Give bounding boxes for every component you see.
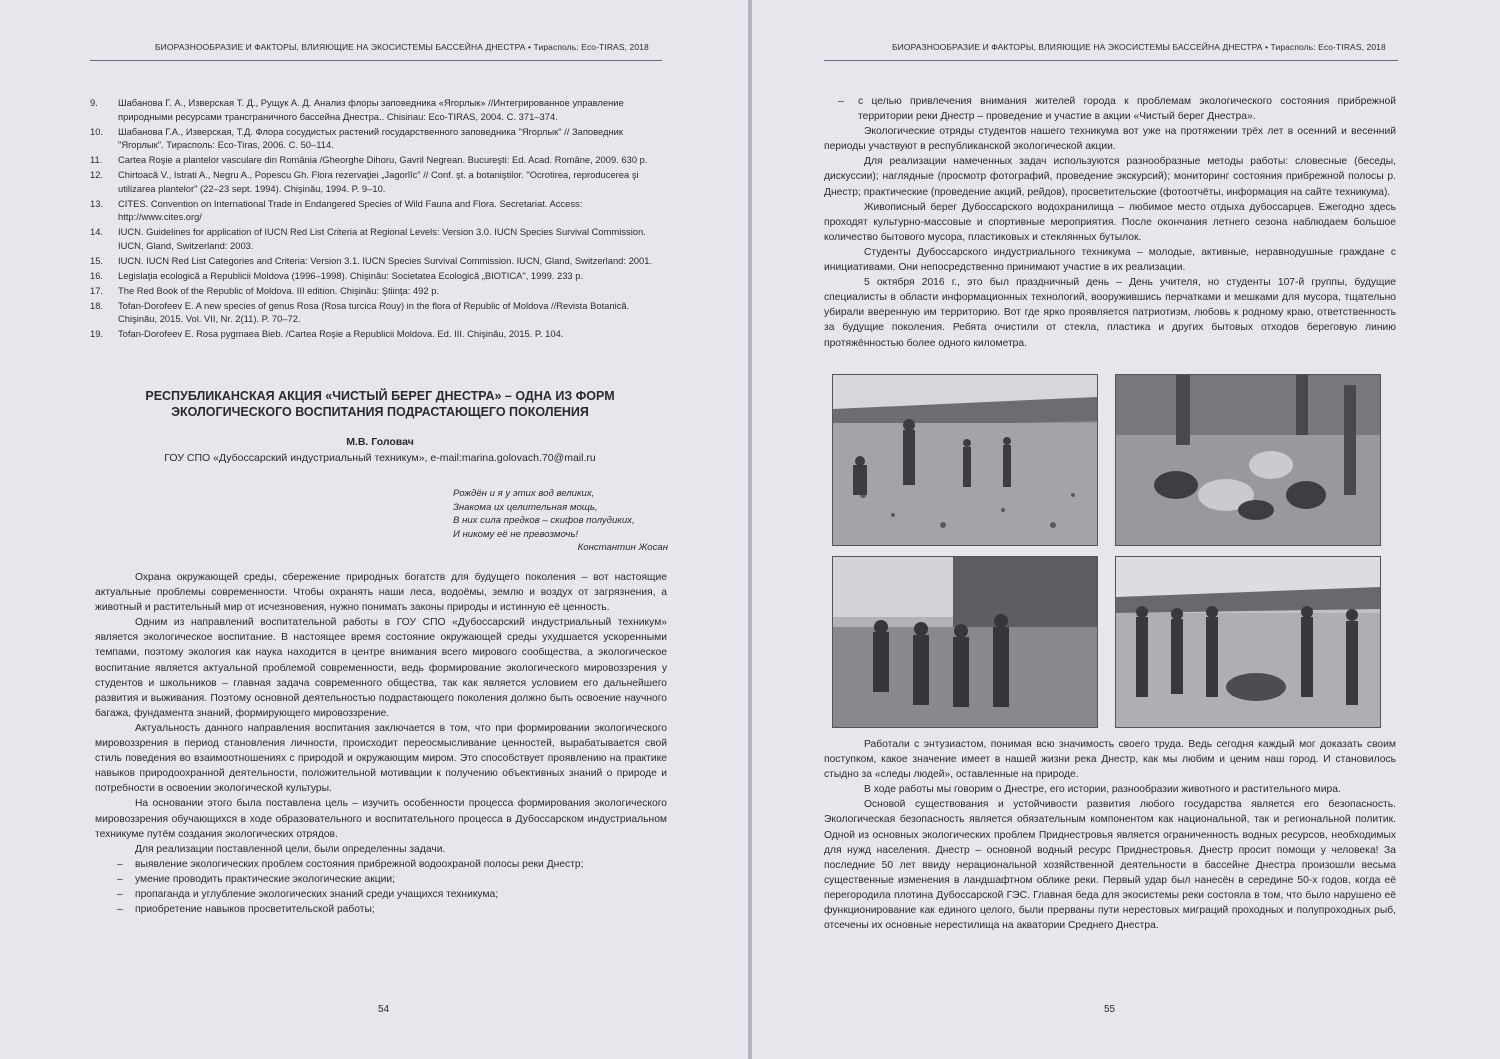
tasks-list-continued: [824, 94, 1396, 124]
page-number: 54: [378, 1004, 390, 1015]
reference-item: [90, 168, 665, 195]
photo-collected-trash-bags: [1115, 374, 1381, 546]
reference-item: [90, 225, 665, 252]
reference-item: [90, 284, 665, 298]
reference-list: [90, 96, 665, 342]
body-paragraph: Одним из направлений воспитательной работы в ГОУ СПО «Дубоссарский индустриальный техникум» является экологическое воспитание. В настоящее время состояние окружающей среды ухудшается ускоренными темпами, поэтому экология как наука находится в центре внимания всего мирового сообщества, а экологическое воспитание является актуальной проблемой современности, ведь формирование экологического мировоззрения у студентов и школьников – главная задача современного общества, так как является условием его дальнейшего развития и выживания. Поэтому основной деятельностью подрастающего поколения должно быть освоение научного багажа, фундамента знаний, формирующего мировоззрение.: [95, 617, 667, 719]
task-item: – приобретение навыков просветительской работы;: [95, 902, 667, 917]
body-paragraph: Охрана окружающей среды, сбережение природных богатств для будущего поколения – вот настоящие актуальные проблемы современности. Чтобы охранять наши леса, водоёмы, землю и воздух от загрязнения, а животный и растительный мир от исчезновения, нужно понимать законы природы и истинную её ценность.: [95, 572, 667, 614]
reference-text: CITES. Convention on International Trade in Endangered Species of Wild Fauna and Flora. Secretariat. Access: http://www.cites.org/: [118, 197, 583, 222]
header-rule: [90, 60, 662, 61]
reference-item: [90, 299, 665, 326]
body-paragraph: В ходе работы мы говорим о Днестре, его истории, разнообразии животного и растительного мира.: [864, 784, 1341, 796]
article-body-continued: [824, 94, 1396, 351]
reference-text: Шабанова Г.А., Изверская, Т.Д. Флора сосудистых растений государственного заповедника "Ягорлык" // Заповедник "Ягорлык". Тирасполь: Eco-Tiras, 2006. С. 50–114.: [118, 125, 624, 150]
reference-item: [90, 254, 665, 268]
body-paragraph: Экологические отряды студентов нашего техникума вот уже на протяжении трёх лет в осенний и весенний периоды участвуют в республиканской экологической акции.: [824, 126, 1396, 153]
reference-text: The Red Book of the Republic of Moldova. III edition. Chişinău: Ştiinţa: 492 p.: [118, 284, 440, 296]
body-paragraph: Основой существования и устойчивости развития любого государства является его безопасность. Экологическая безопасность является обязательным компонентом как национальной, так и региональной политик. Одной из основных экологических проблем Приднестровья является ограниченность водных ресурсов, необходимых для нужд населения. Днестр – основной водный ресурс Приднестровья. Днестр просит помощи у человека! За последние 50 лет ввиду нерациональной хозяйственной деятельности в бассейне Днестра произошли весьма существенные изменения в ландшафтном облике реки. Первый удар был нанесён в середине 50-х годов, когда её перегородила плотина Дубоссарской ГЭС. Главная беда для экосистемы реки состояла в том, что было нарушено её функционирование как единого целого, были прерваны пути нерестовых миграций проходных и полупроходных рыб, отсечены их основные нерестилища на акватории Среднего Днестра.: [824, 799, 1396, 932]
photo-image: [833, 375, 1097, 545]
tasks-list: [95, 857, 667, 917]
epigraph-line: Знакома их целительная мощь,: [453, 501, 598, 513]
reference-text: IUCN. IUCN Red List Categories and Criteria: Version 3.1. IUCN Species Survival Commission. IUCN, Gland, Switzerland: 2001.: [118, 254, 653, 266]
reference-number: 11.: [90, 154, 103, 165]
epigraph-line: Рождён и я у этих вод великих,: [453, 488, 595, 499]
epigraph-line: В них сила предков – скифов полудиких,: [453, 515, 635, 527]
reference-item: [90, 125, 665, 152]
body-paragraph: Актуальность данного направления воспитания заключается в том, что при формировании экологического мировоззрения в период становления личности, происходит переосмысливание ценностей, вырабатывается свой стиль поведения во взаимоотношениях с природой и окружающим миром. Это способствует проявлению на практике навыков природоохранной деятельности, положительной мотивации к получению объективных знаний о природе и потребности в освоении экологической культуры.: [95, 722, 667, 795]
reference-item: [90, 327, 665, 341]
article-body-continued-2: [824, 737, 1396, 933]
photo-group-with-trash: [1115, 556, 1381, 728]
body-paragraph: Работали с энтузиастом, понимая всю значимость своего труда. Ведь сегодня каждый мог доказать своим поступком, какое значение имеет в нашей жизни река Днестр, как мы любим и ценим наш город. И становилось стыдно за «следы людей», оставленные на природе.: [824, 739, 1396, 781]
photo-grid: [832, 374, 1386, 728]
reference-text: Tofan-Dorofeev E. Rosa pygmaea Bieb. /Cartea Roşie a Republicii Moldova. Ed. III. Chişinău, 2015. P. 104.: [118, 328, 564, 339]
reference-text: IUCN. Guidelines for application of IUCN Red List Criteria at Regional Levels: Version 3.0. IUCN Species Survival Commission. IUCN, Gland, Switzerland: 2003.: [118, 226, 646, 251]
reference-text: Chirtoacă V., Istrati A., Negru A., Popescu Gh. Flora rezervaţiei „Jagorlîc" // Conf. şt. a botaniştilor. "Ocrotirea, reproducerea şi utilizarea plantelor" (22–23 sept. 1994). Chişinău, 1994. P. 9–10.: [118, 169, 639, 194]
reference-item: [90, 269, 665, 283]
reference-text: Cartea Roşie a plantelor vasculare din România /Gheorghe Dihoru, Gavril Negrean. Bucureşti: Ed. Acad. Române, 2009. 630 p.: [118, 154, 648, 165]
task-item: – умение проводить практические экологические акции;: [95, 872, 667, 887]
reference-number: 12.: [90, 169, 104, 180]
body-paragraph: Студенты Дубоссарского индустриального техникума – молодые, активные, неравнодушные граждане с инициативами. Они непосредственно принимают участие в их реализации.: [824, 246, 1396, 274]
running-header: БИОРАЗНООБРАЗИЕ И ФАКТОРЫ, ВЛИЯЮЩИЕ НА ЭКОСИСТЕМЫ БАССЕЙНА ДНЕСТРА • Тирасполь: Eco-TIRAS, 2018: [892, 42, 1386, 52]
photo-image: [833, 557, 1097, 727]
article-title: РЕСПУБЛИКАНСКАЯ АКЦИЯ «ЧИСТЫЙ БЕРЕГ ДНЕСТРА» – ОДНА ИЗ ФОРМ ЭКОЛОГИЧЕСКОГО ВОСПИТАНИЯ ПОДРАСТАЮЩЕГО ПОКОЛЕНИЯ: [145, 389, 615, 419]
reference-item: [90, 197, 665, 224]
reference-text: Tofan-Dorofeev E. A new species of genus Rosa (Rosa turcica Rouy) in the flora of Republic of Moldova //Revista Botanică. Chişinău, 2015. Vol. VII, Nr. 2(11). P. 70–72.: [118, 299, 630, 324]
reference-item: [90, 153, 665, 167]
article-author: М.В. Головач: [346, 436, 414, 448]
task-item: – пропаганда и углубление экологических знаний среди учащихся техникума;: [95, 887, 667, 902]
task-item: – выявление экологических проблем состояния прибрежной водоохраной полосы реки Днестр;: [95, 857, 667, 872]
reference-number: 17.: [90, 284, 104, 296]
reference-text: Legislaţia ecologică a Republicii Moldova (1996–1998). Chişinău: Societatea Ecologică „BIOTICA", 1999. 233 p.: [118, 269, 584, 281]
reference-number: 16.: [90, 269, 104, 281]
reference-number: 18.: [90, 299, 104, 311]
page-number: 55: [1104, 1004, 1116, 1015]
body-paragraph: Для реализации намеченных задач используются разнообразные методы работы: словесные (беседы, дискуссии); наглядные (просмотр фотографий, проведение экскурсий); мониторинг состояния прибрежной полосы р. Днестр; практические (проведение акций, рейдов), просветительские (фотоотчёты, информация на сайте техникума).: [824, 156, 1396, 198]
body-paragraph: 5 октября 2016 г., это был праздничный день – День учителя, но студенты 107-й группы, будущие специалисты в области информационных технологий, вооружившись перчатками и мешками для мусора, тщательно убирали вверенную им территорию. Вот где ярко проявляется патриотизм, любовь к родному краю, ответственность за будущие поколения. Ребята очистили от стекла, пластика и других бытовых отходов береговую линию протяжённостью более одного километра.: [824, 277, 1396, 349]
body-paragraph: На основании этого была поставлена цель – изучить особенности процесса формирования экологического мировоззрения обучающихся в ходе образовательного и воспитательного процесса в Дубоссарском индустриальном техникуме путём создания экологических отрядов.: [95, 798, 667, 840]
left-page: [0, 0, 748, 1059]
photo-image: [1116, 557, 1380, 727]
running-header: БИОРАЗНООБРАЗИЕ И ФАКТОРЫ, ВЛИЯЮЩИЕ НА ЭКОСИСТЕМЫ БАССЕЙНА ДНЕСТРА • Тирасполь: Eco-TIRAS, 2018: [155, 42, 649, 52]
header-rule: [824, 60, 1398, 61]
right-page: [752, 0, 1500, 1059]
body-paragraph: Живописный берег Дубоссарского водохранилища – любимое место отдыха дубоссарцев. Ежегодно здесь проходят культурно-массовые и спортивные мероприятия. После окончания летнего сезона наблюдаем большое количество бытового мусора, пластиковых и стеклянных бутылок.: [824, 201, 1396, 243]
photo-riverbank-cleanup: [832, 374, 1098, 546]
reference-text: Шабанова Г. А., Изверская Т. Д., Рущук А. Д. Анализ флоры заповедника «Ягорлык» //Интегрированное управление природными ресурсами трансграничного бассейна Днестра.. Chisinau: Eco-TIRAS, 2004. C. 371–374.: [118, 97, 624, 122]
reference-number: 10.: [90, 125, 104, 137]
reference-number: 14.: [90, 226, 104, 237]
reference-item: [90, 96, 665, 123]
reference-number: 15.: [90, 254, 104, 266]
epigraph-author: Константин Жосан: [577, 542, 668, 554]
epigraph-line: И никому её не превозмочь!: [453, 528, 579, 540]
task-item: – с целью привлечения внимания жителей города к проблемам экологического состояния прибрежной территории реки Днестр – проведение и участие в акции «Чистый берег Днестра».: [824, 94, 1396, 124]
photo-students-group: [832, 556, 1098, 728]
reference-number: 19.: [90, 328, 104, 339]
reference-number: 13.: [90, 197, 104, 209]
article-affiliation: ГОУ СПО «Дубоссарский индустриальный техникум», e-mail:marina.golovach.70@mail.ru: [164, 452, 596, 464]
body-paragraph: Для реализации поставленной цели, были определенны задачи.: [135, 843, 446, 855]
photo-image: [1116, 375, 1380, 545]
article-body: [95, 570, 667, 917]
epigraph: [453, 487, 668, 555]
reference-number: 9.: [90, 97, 98, 108]
